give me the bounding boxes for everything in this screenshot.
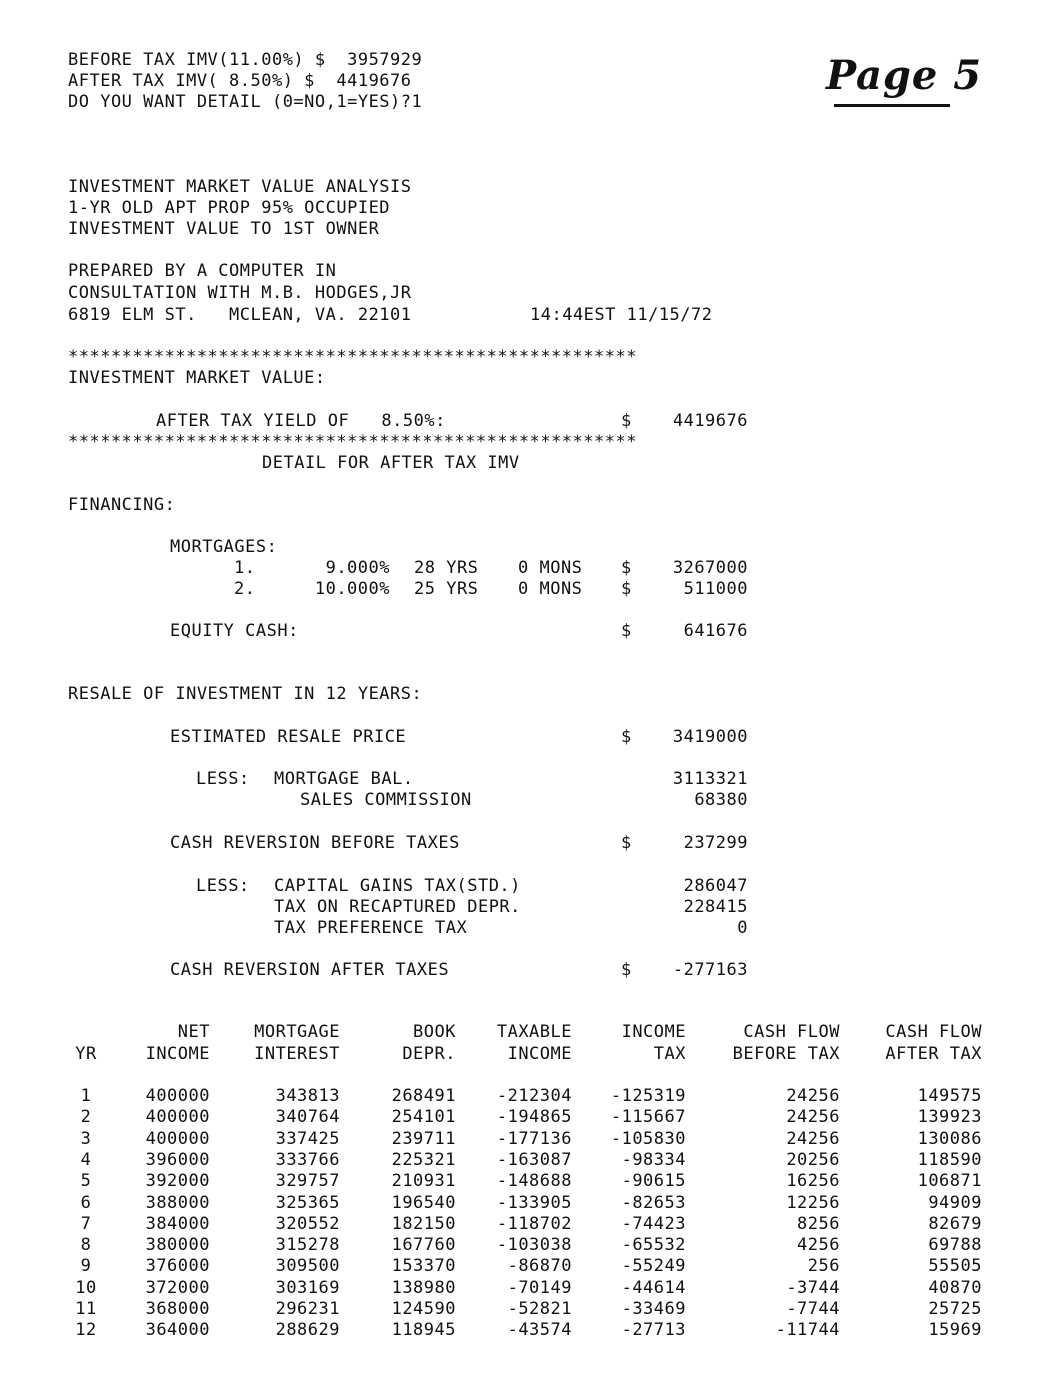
imv-heading: INVESTMENT MARKET VALUE: (68, 368, 326, 388)
less-label-1: LESS: (196, 769, 250, 789)
table-cell-book-depr: 196540 (391, 1193, 456, 1213)
table-cell-mortgage-interest: 329757 (275, 1171, 340, 1191)
reversion-after-label: CASH REVERSION AFTER TAXES (170, 960, 450, 980)
header-net-income: INCOME (145, 1044, 210, 1064)
table-cell-net-income: 400000 (145, 1129, 210, 1149)
reversion-before-label: CASH REVERSION BEFORE TAXES (170, 833, 460, 853)
table-cell-cash-flow-before-tax: 12256 (786, 1193, 840, 1213)
handwritten-page-note: Page 5 (826, 52, 983, 99)
table-cell-cash-flow-after-tax: 139923 (917, 1107, 982, 1127)
table-cell-mortgage-interest: 303169 (275, 1278, 340, 1298)
table-cell-taxable-income: -43574 (507, 1320, 572, 1340)
table-cell-mortgage-interest: 288629 (275, 1320, 340, 1340)
table-cell-book-depr: 268491 (391, 1086, 456, 1106)
mortgage-2-amount: 511000 (683, 579, 748, 599)
table-cell-mortgage-interest: 320552 (275, 1214, 340, 1234)
table-cell-book-depr: 167760 (391, 1235, 456, 1255)
timestamp: 14:44EST 11/15/72 (530, 305, 713, 325)
header-cash-flow-after-tax: AFTER TAX (885, 1044, 982, 1064)
star-divider-bottom: ***************************************************** (68, 432, 637, 452)
table-cell-net-income: 368000 (145, 1299, 210, 1319)
table-cell-net-income: 396000 (145, 1150, 210, 1170)
table-cell-income-tax: -55249 (621, 1256, 686, 1276)
table-cell-taxable-income: -194865 (496, 1107, 572, 1127)
table-cell-cash-flow-before-tax: -3744 (786, 1278, 840, 1298)
mortgage-1-years: 28 YRS (414, 558, 479, 578)
table-cell-book-depr: 153370 (391, 1256, 456, 1276)
address-line: 6819 ELM ST. MCLEAN, VA. 22101 (68, 305, 412, 325)
table-cell-net-income: 380000 (145, 1235, 210, 1255)
table-cell-net-income: 384000 (145, 1214, 210, 1234)
detail-prompt-line: DO YOU WANT DETAIL (0=NO,1=YES)?1 (68, 92, 423, 112)
mortgage-1-currency: $ (621, 558, 632, 578)
after-tax-imv-line: AFTER TAX IMV( 8.50%) $ 4419676 (68, 71, 412, 91)
table-cell-income-tax: -82653 (621, 1193, 686, 1213)
table-cell-mortgage-interest: 340764 (275, 1107, 340, 1127)
table-cell-cash-flow-after-tax: 69788 (928, 1235, 982, 1255)
header-top-cash-flow-after-tax: CASH FLOW (885, 1022, 982, 1042)
header-cash-flow-before-tax: BEFORE TAX (732, 1044, 840, 1064)
reversion-before-value: 237299 (683, 833, 748, 853)
table-cell-cash-flow-before-tax: 16256 (786, 1171, 840, 1191)
reversion-after-currency: $ (621, 960, 632, 980)
capital-gains-value: 286047 (683, 876, 748, 896)
table-cell-taxable-income: -133905 (496, 1193, 572, 1213)
table-cell-cash-flow-after-tax: 25725 (928, 1299, 982, 1319)
table-cell-net-income: 376000 (145, 1256, 210, 1276)
table-cell-taxable-income: -52821 (507, 1299, 572, 1319)
table-cell-cash-flow-before-tax: -11744 (775, 1320, 840, 1340)
recaptured-depr-value: 228415 (683, 897, 748, 917)
mortgage-2-currency: $ (621, 579, 632, 599)
before-tax-imv-line: BEFORE TAX IMV(11.00%) $ 3957929 (68, 50, 423, 70)
table-cell-book-depr: 210931 (391, 1171, 456, 1191)
table-cell-taxable-income: -118702 (496, 1214, 572, 1234)
table-cell-book-depr: 138980 (391, 1278, 456, 1298)
table-cell-income-tax: -27713 (621, 1320, 686, 1340)
mortgage-2-months: 0 MONS (518, 579, 583, 599)
after-tax-yield-currency: $ (621, 411, 632, 431)
header-income-tax: TAX (653, 1044, 686, 1064)
table-cell-income-tax: -33469 (621, 1299, 686, 1319)
table-cell-taxable-income: -148688 (496, 1171, 572, 1191)
header-book-depr: DEPR. (402, 1044, 456, 1064)
table-cell-year: 1 (80, 1086, 92, 1106)
equity-cash-value: 641676 (683, 621, 748, 641)
table-cell-mortgage-interest: 315278 (275, 1235, 340, 1255)
recaptured-depr-label: TAX ON RECAPTURED DEPR. (274, 897, 521, 917)
header-mortgage-interest: INTEREST (254, 1044, 340, 1064)
table-cell-cash-flow-after-tax: 149575 (917, 1086, 982, 1106)
table-cell-year: 7 (80, 1214, 92, 1234)
table-cell-book-depr: 124590 (391, 1299, 456, 1319)
table-cell-cash-flow-after-tax: 106871 (917, 1171, 982, 1191)
capital-gains-label: CAPITAL GAINS TAX(STD.) (274, 876, 521, 896)
tax-preference-value: 0 (737, 918, 748, 938)
table-cell-cash-flow-after-tax: 118590 (917, 1150, 982, 1170)
table-cell-income-tax: -115667 (610, 1107, 686, 1127)
mortgage-1-months: 0 MONS (518, 558, 583, 578)
mortgage-2-rate: 10.000% (314, 579, 390, 599)
resale-price-label: ESTIMATED RESALE PRICE (170, 727, 407, 747)
table-cell-mortgage-interest: 325365 (275, 1193, 340, 1213)
table-cell-net-income: 400000 (145, 1107, 210, 1127)
financing-heading: FINANCING: (68, 495, 176, 515)
table-cell-cash-flow-before-tax: 256 (807, 1256, 840, 1276)
table-cell-mortgage-interest: 333766 (275, 1150, 340, 1170)
table-cell-mortgage-interest: 296231 (275, 1299, 340, 1319)
header-top-mortgage-interest: MORTGAGE (254, 1022, 340, 1042)
header-top-net-income: NET (177, 1022, 210, 1042)
table-cell-year: 4 (80, 1150, 92, 1170)
table-cell-income-tax: -98334 (621, 1150, 686, 1170)
table-cell-cash-flow-before-tax: 24256 (786, 1086, 840, 1106)
table-cell-taxable-income: -70149 (507, 1278, 572, 1298)
table-cell-year: 2 (80, 1107, 92, 1127)
header-year: YR (75, 1044, 97, 1064)
table-cell-year: 12 (75, 1320, 97, 1340)
mortgage-1-amount: 3267000 (672, 558, 748, 578)
mortgage-1-rate: 9.000% (325, 558, 390, 578)
table-cell-income-tax: -105830 (610, 1129, 686, 1149)
table-cell-year: 10 (75, 1278, 97, 1298)
table-cell-income-tax: -125319 (610, 1086, 686, 1106)
reversion-after-value: -277163 (672, 960, 748, 980)
equity-cash-label: EQUITY CASH: (170, 621, 299, 641)
header-top-taxable-income: TAXABLE (496, 1022, 572, 1042)
table-cell-year: 8 (80, 1235, 92, 1255)
table-cell-cash-flow-after-tax: 130086 (917, 1129, 982, 1149)
header-top-cash-flow-before-tax: CASH FLOW (743, 1022, 840, 1042)
mortgages-label: MORTGAGES: (170, 537, 278, 557)
header-top-income-tax: INCOME (621, 1022, 686, 1042)
report-title: INVESTMENT MARKET VALUE ANALYSIS (68, 177, 412, 197)
table-cell-taxable-income: -177136 (496, 1129, 572, 1149)
table-cell-cash-flow-before-tax: 24256 (786, 1107, 840, 1127)
table-cell-year: 5 (80, 1171, 92, 1191)
table-cell-cash-flow-before-tax: 8256 (797, 1214, 840, 1234)
detail-heading: DETAIL FOR AFTER TAX IMV (262, 453, 520, 473)
table-cell-year: 9 (80, 1256, 92, 1276)
table-cell-taxable-income: -212304 (496, 1086, 572, 1106)
table-cell-book-depr: 239711 (391, 1129, 456, 1149)
mortgage-2-num: 2. (234, 579, 256, 599)
prepared-by-line: PREPARED BY A COMPUTER IN (68, 261, 337, 281)
table-cell-cash-flow-after-tax: 15969 (928, 1320, 982, 1340)
resale-heading: RESALE OF INVESTMENT IN 12 YEARS: (68, 684, 423, 704)
mortgage-bal-value: 3113321 (672, 769, 748, 789)
reversion-before-currency: $ (621, 833, 632, 853)
header-top-book-depr: BOOK (413, 1022, 456, 1042)
table-cell-net-income: 400000 (145, 1086, 210, 1106)
table-cell-income-tax: -74423 (621, 1214, 686, 1234)
table-cell-net-income: 388000 (145, 1193, 210, 1213)
table-cell-book-depr: 254101 (391, 1107, 456, 1127)
table-cell-year: 6 (80, 1193, 92, 1213)
table-cell-net-income: 392000 (145, 1171, 210, 1191)
tax-preference-label: TAX PREFERENCE TAX (274, 918, 468, 938)
mortgage-1-num: 1. (234, 558, 256, 578)
table-cell-cash-flow-after-tax: 94909 (928, 1193, 982, 1213)
table-cell-year: 11 (75, 1299, 97, 1319)
table-cell-taxable-income: -163087 (496, 1150, 572, 1170)
table-cell-mortgage-interest: 309500 (275, 1256, 340, 1276)
table-cell-book-depr: 182150 (391, 1214, 456, 1234)
table-cell-net-income: 364000 (145, 1320, 210, 1340)
table-cell-cash-flow-after-tax: 82679 (928, 1214, 982, 1234)
after-tax-yield-label: AFTER TAX YIELD OF 8.50%: (156, 411, 446, 431)
consultation-line: CONSULTATION WITH M.B. HODGES,JR (68, 283, 412, 303)
handwritten-underline (834, 104, 950, 107)
header-taxable-income: INCOME (507, 1044, 572, 1064)
table-cell-cash-flow-after-tax: 40870 (928, 1278, 982, 1298)
equity-cash-currency: $ (621, 621, 632, 641)
star-divider-top: ***************************************************** (68, 347, 637, 367)
report-subtitle-owner: INVESTMENT VALUE TO 1ST OWNER (68, 219, 380, 239)
less-label-2: LESS: (196, 876, 250, 896)
resale-price-currency: $ (621, 727, 632, 747)
report-subtitle-property: 1-YR OLD APT PROP 95% OCCUPIED (68, 198, 391, 218)
table-cell-income-tax: -90615 (621, 1171, 686, 1191)
table-cell-cash-flow-after-tax: 55505 (928, 1256, 982, 1276)
mortgage-2-years: 25 YRS (414, 579, 479, 599)
table-cell-taxable-income: -86870 (507, 1256, 572, 1276)
table-cell-book-depr: 118945 (391, 1320, 456, 1340)
sales-commission-value: 68380 (694, 790, 748, 810)
table-cell-net-income: 372000 (145, 1278, 210, 1298)
table-cell-cash-flow-before-tax: 4256 (797, 1235, 840, 1255)
table-cell-book-depr: 225321 (391, 1150, 456, 1170)
table-cell-mortgage-interest: 337425 (275, 1129, 340, 1149)
table-cell-year: 3 (80, 1129, 92, 1149)
table-cell-cash-flow-before-tax: 24256 (786, 1129, 840, 1149)
table-cell-cash-flow-before-tax: 20256 (786, 1150, 840, 1170)
after-tax-yield-value: 4419676 (672, 411, 748, 431)
mortgage-bal-label: MORTGAGE BAL. (274, 769, 414, 789)
table-cell-income-tax: -65532 (621, 1235, 686, 1255)
table-cell-taxable-income: -103038 (496, 1235, 572, 1255)
table-cell-cash-flow-before-tax: -7744 (786, 1299, 840, 1319)
sales-commission-label: SALES COMMISSION (300, 790, 472, 810)
resale-price-value: 3419000 (672, 727, 748, 747)
table-cell-mortgage-interest: 343813 (275, 1086, 340, 1106)
table-cell-income-tax: -44614 (621, 1278, 686, 1298)
